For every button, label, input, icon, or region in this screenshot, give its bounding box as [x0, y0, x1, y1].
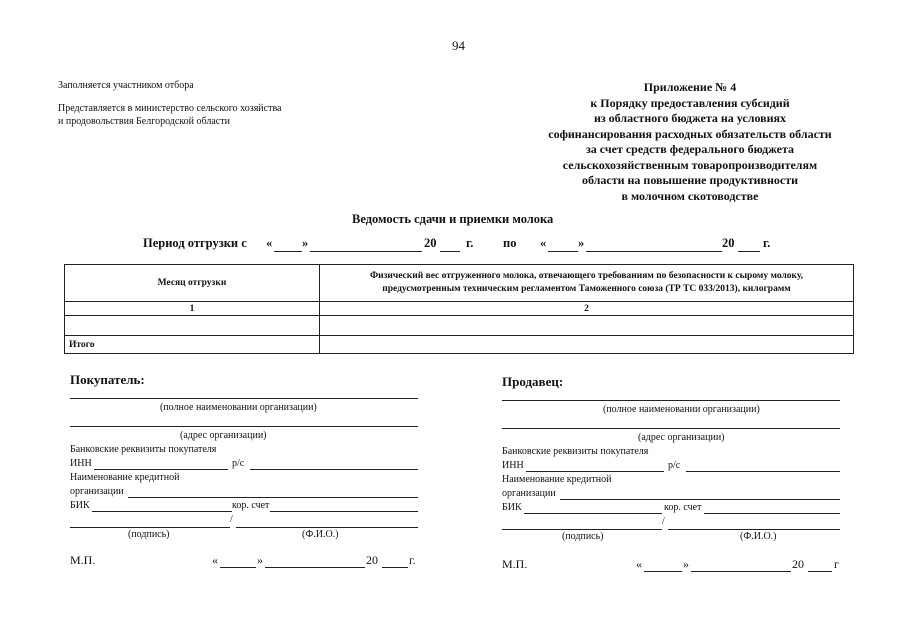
period-month-from-blank	[310, 251, 422, 252]
seller-address-caption: (адрес организации)	[638, 432, 725, 443]
buyer-bank-label: Банковские реквизиты покупателя	[70, 444, 217, 455]
buyer-title: Покупатель:	[70, 372, 145, 387]
table-header-row	[65, 265, 854, 302]
seller-title: Продавец:	[502, 374, 564, 389]
col-weight-header-line1: Физический вес отгруженного молока, отвечающего требованиям по безопасности к сырому молоку,	[369, 271, 804, 281]
seller-date-year-field[interactable]	[808, 571, 832, 572]
col-number-2: 2	[320, 302, 854, 316]
period-year-from: 20	[424, 236, 437, 250]
buyer-signature-line[interactable]	[70, 527, 230, 528]
milk-delivery-table	[64, 264, 854, 354]
appendix-line: области на повышение продуктивности	[581, 173, 799, 187]
period-to-label: по	[503, 236, 517, 250]
appendix-line: из областного бюджета на условиях	[593, 111, 787, 125]
buyer-address-caption: (адрес организации)	[180, 430, 267, 441]
seller-bik-field[interactable]	[524, 513, 662, 514]
period-quote-close-2: »	[578, 236, 585, 250]
period-label: Период отгрузки с	[143, 236, 247, 250]
period-quote-open: «	[266, 236, 273, 250]
page-number: 94	[452, 38, 465, 53]
table-row	[65, 316, 854, 336]
seller-bik-label: БИК	[502, 502, 522, 513]
buyer-date-month-field[interactable]	[265, 567, 365, 568]
period-g-from: г.	[466, 236, 474, 250]
seller-credit-org-label2: организации	[502, 488, 556, 499]
appendix-line: к Порядку предоставления субсидий	[590, 95, 790, 110]
table-number-row	[65, 302, 854, 316]
seller-fio-line[interactable]	[668, 529, 840, 530]
appendix-line: за счет средств федерального бюджета	[585, 142, 795, 156]
seller-date-year: 20	[792, 557, 804, 571]
buyer-fio-caption: (Ф.И.О.)	[302, 529, 339, 540]
buyer-slash: /	[230, 514, 233, 525]
buyer-stamp-label: М.П.	[70, 553, 96, 567]
seller-date-month-field[interactable]	[691, 571, 791, 572]
buyer-date-year: 20	[366, 553, 378, 567]
period-year-to-blank	[738, 251, 760, 252]
buyer-date-g: г.	[409, 553, 416, 567]
seller-signature-line[interactable]	[502, 529, 662, 530]
period-day-from-blank	[274, 251, 302, 252]
col-weight-header	[320, 265, 854, 302]
seller-signature-caption: (подпись)	[562, 531, 604, 542]
period-g-to: г.	[763, 236, 771, 250]
submitted-to-note-line1: Представляется в министерство сельского хозяйства	[58, 103, 282, 114]
buyer-date-quote-open: «	[212, 553, 218, 567]
seller-org-name-line[interactable]	[502, 400, 840, 401]
period-month-to-blank	[586, 251, 722, 252]
total-weight-cell[interactable]	[320, 336, 854, 354]
buyer-fio-line[interactable]	[236, 527, 418, 528]
buyer-rs-field[interactable]	[250, 469, 418, 470]
submitted-to-note-line2: и продовольствия Белгородской области	[58, 116, 230, 127]
table-total-row	[65, 336, 854, 354]
col-number-1: 1	[65, 302, 320, 316]
period-day-to-blank	[548, 251, 578, 252]
buyer-org-name-line[interactable]	[70, 398, 418, 399]
buyer-date-day-field[interactable]	[220, 567, 256, 568]
table-cell-month[interactable]	[65, 316, 320, 336]
seller-kor-field[interactable]	[704, 513, 840, 514]
buyer-date-year-field[interactable]	[382, 567, 408, 568]
period-quote-close: »	[302, 236, 309, 250]
buyer-address-line[interactable]	[70, 426, 418, 427]
appendix-title: Приложение № 4	[643, 80, 737, 94]
seller-slash: /	[662, 516, 665, 527]
buyer-kor-field[interactable]	[270, 511, 418, 512]
seller-date-day-field[interactable]	[644, 571, 682, 572]
buyer-signature-caption: (подпись)	[128, 529, 170, 540]
buyer-inn-field[interactable]	[94, 469, 228, 470]
appendix-line: сельскохозяйственным товаропроизводителям	[562, 157, 818, 172]
total-label: Итого	[65, 336, 320, 354]
seller-stamp-label: М.П.	[502, 557, 528, 571]
buyer-kor-label: кор. счет	[232, 500, 270, 511]
buyer-inn-label: ИНН	[70, 458, 92, 469]
seller-org-name-caption: (полное наименовании организации)	[603, 404, 760, 415]
seller-bank-label: Банковские реквизиты покупателя	[502, 446, 649, 457]
seller-fio-caption: (Ф.И.О.)	[740, 531, 777, 542]
appendix-line: софинансирования расходных обязательств области	[548, 126, 832, 141]
seller-date-quote-open: «	[636, 557, 642, 571]
buyer-credit-org-label2: организации	[70, 486, 124, 497]
buyer-credit-org-field[interactable]	[128, 497, 418, 498]
seller-inn-field[interactable]	[526, 471, 664, 472]
filled-by-note: Заполняется участником отбора	[58, 80, 194, 91]
seller-rs-label: р/с	[668, 460, 681, 471]
seller-inn-label: ИНН	[502, 460, 524, 471]
col-weight-header-line2: предусмотренным техническим регламентом Таможенного союза (ТР ТС 033/2013), килограмм	[382, 284, 791, 294]
period-year-from-blank	[440, 251, 460, 252]
buyer-rs-label: р/с	[232, 458, 245, 469]
appendix-line: в молочном скотоводстве	[621, 188, 759, 203]
seller-date-quote-close: »	[683, 557, 689, 571]
buyer-credit-org-label: Наименование кредитной	[70, 472, 180, 483]
buyer-org-name-caption: (полное наименовании организации)	[160, 402, 317, 413]
period-year-to: 20	[722, 236, 735, 250]
buyer-date-quote-close: »	[257, 553, 263, 567]
buyer-bik-field[interactable]	[92, 511, 232, 512]
seller-credit-org-label: Наименование кредитной	[502, 474, 612, 485]
document-title: Ведомость сдачи и приемки молока	[352, 212, 554, 226]
appendix-block	[520, 80, 860, 204]
col-month-header: Месяц отгрузки	[65, 265, 320, 302]
seller-rs-field[interactable]	[686, 471, 840, 472]
seller-address-line[interactable]	[502, 428, 840, 429]
table-cell-weight[interactable]	[320, 316, 854, 336]
seller-kor-label: кор. счет	[664, 502, 702, 513]
period-quote-open-2: «	[540, 236, 547, 250]
seller-date-g: г	[834, 557, 839, 571]
buyer-bik-label: БИК	[70, 500, 90, 511]
seller-credit-org-field[interactable]	[560, 499, 840, 500]
